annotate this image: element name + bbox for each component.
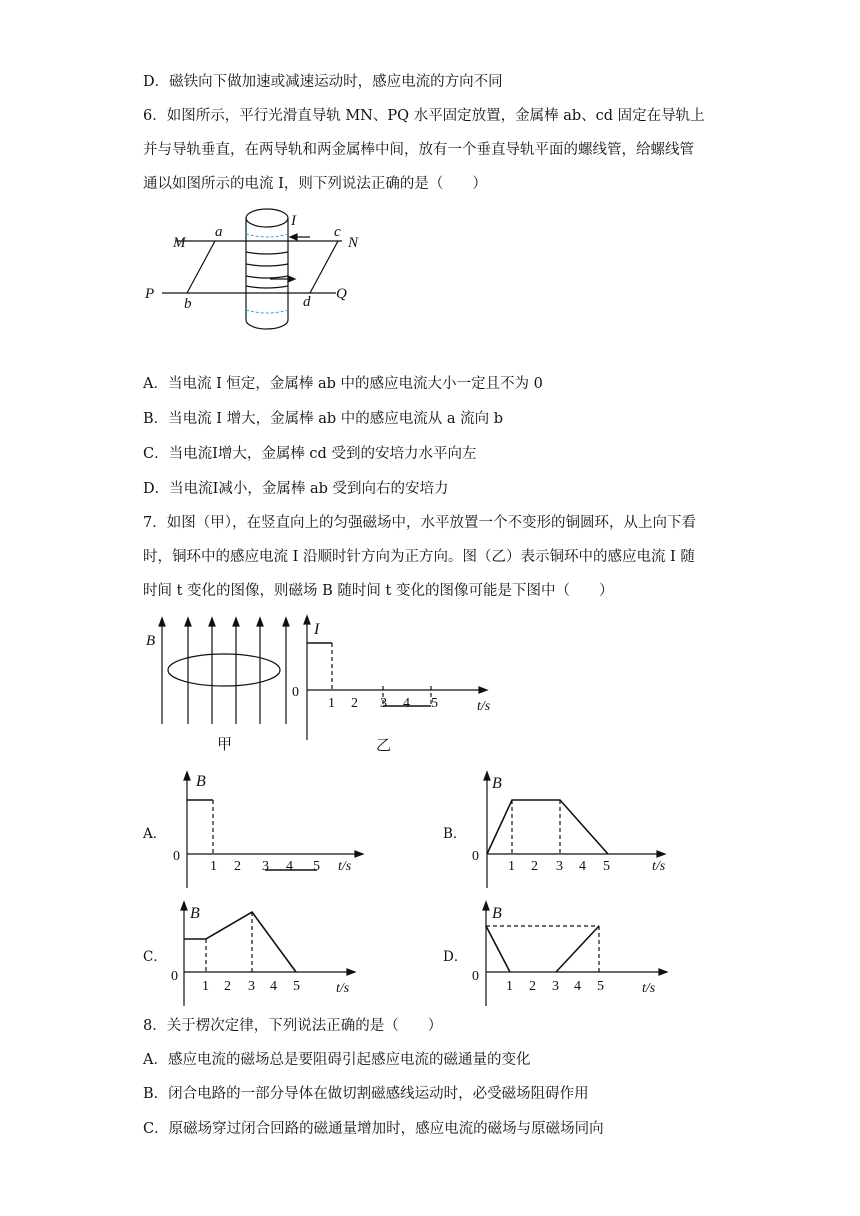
label-a: a — [215, 224, 223, 240]
b-b-label: B — [492, 775, 502, 792]
b-t-unit: t/s — [652, 859, 666, 874]
q7-option-c-label: C． — [143, 949, 167, 965]
c-tick-5: 5 — [293, 979, 300, 994]
yi-zero: 0 — [292, 685, 299, 700]
a-tick-3: 3 — [262, 859, 269, 874]
q7-option-b-graph — [468, 770, 688, 890]
a-zero: 0 — [173, 849, 180, 864]
a-tick-1: 1 — [210, 859, 217, 874]
q7-figure-jia-yi — [140, 612, 510, 760]
yi-tick-3: 3 — [380, 696, 387, 711]
q7-option-a-graph — [168, 770, 368, 890]
label-m: M — [173, 235, 186, 251]
q6-option-c: C．当电流I增大，金属棒 cd 受到的安培力水平向左 — [143, 446, 477, 462]
label-d: d — [303, 294, 311, 310]
q7-option-c-graph — [168, 898, 368, 1008]
d-tick-2: 2 — [529, 979, 536, 994]
d-zero: 0 — [472, 969, 479, 984]
q7-stem-line-3: 时间 t 变化的图像，则磁场 B 随时间 t 变化的图像可能是下图中（ ） — [143, 583, 614, 599]
a-b-label: B — [196, 773, 206, 790]
q8-option-b: B．闭合电路的一部分导体在做切割磁感线运动时，必受磁场阻碍作用 — [143, 1086, 589, 1102]
d-tick-3: 3 — [552, 979, 559, 994]
q8-stem: 8．关于楞次定律，下列说法正确的是（ ） — [143, 1018, 443, 1034]
q6-option-a: A．当电流 I 恒定，金属棒 ab 中的感应电流大小一定且不为 0 — [143, 376, 543, 392]
c-b-label: B — [190, 905, 200, 922]
q7-option-d-label: D． — [443, 949, 468, 965]
c-t-unit: t/s — [336, 981, 350, 996]
yi-tick-2: 2 — [351, 696, 358, 711]
c-tick-3: 3 — [248, 979, 255, 994]
q6-stem-line-1: 6．如图所示，平行光滑直导轨 MN、PQ 水平固定放置，金属棒 ab、cd 固定在导轨上 — [143, 108, 705, 124]
d-tick-1: 1 — [506, 979, 513, 994]
b-zero: 0 — [472, 849, 479, 864]
yi-tick-5: 5 — [431, 696, 438, 711]
label-n: N — [348, 235, 359, 251]
yi-tick-4: 4 — [403, 696, 410, 711]
label-q: Q — [336, 286, 347, 302]
q6-stem-line-2: 并与导轨垂直，在两导轨和两金属棒中间，放有一个垂直导轨平面的螺线管，给螺线管 — [143, 142, 694, 158]
d-t-unit: t/s — [642, 981, 656, 996]
q7-stem-line-2: 时，铜环中的感应电流 I 沿顺时针方向为正方向。图（乙）表示铜环中的感应电流 I 随 — [143, 549, 695, 565]
d-b-label: B — [492, 905, 502, 922]
q8-option-a: A．感应电流的磁场总是要阻碍引起感应电流的磁通量的变化 — [143, 1052, 531, 1068]
b-tick-1: 1 — [508, 859, 515, 874]
c-zero: 0 — [171, 969, 178, 984]
c-tick-2: 2 — [224, 979, 231, 994]
yi-t-unit: t/s — [477, 699, 491, 714]
q8-option-c: C．原磁场穿过闭合回路的磁通量增加时，感应电流的磁场与原磁场同向 — [143, 1121, 604, 1137]
d-tick-4: 4 — [574, 979, 581, 994]
q6-stem-line-3: 通以如图所示的电流 I，则下列说法正确的是（ ） — [143, 176, 487, 192]
a-tick-2: 2 — [234, 859, 241, 874]
label-p: P — [145, 286, 155, 302]
q7-option-a-label: A． — [143, 826, 167, 842]
yi-tick-1: 1 — [328, 696, 335, 711]
d-tick-5: 5 — [597, 979, 604, 994]
a-tick-4: 4 — [286, 859, 293, 874]
b-tick-4: 4 — [579, 859, 586, 874]
b-tick-5: 5 — [603, 859, 610, 874]
solenoid-top — [246, 209, 288, 227]
rod-cd — [310, 241, 338, 293]
yi-i-label: I — [314, 621, 320, 638]
q7-option-b-label: B． — [443, 826, 467, 842]
jia-b-label: B — [146, 633, 156, 649]
a-tick-5: 5 — [313, 859, 320, 874]
c-tick-4: 4 — [270, 979, 277, 994]
b-tick-2: 2 — [531, 859, 538, 874]
label-c: c — [334, 224, 341, 240]
q6-option-b: B．当电流 I 增大，金属棒 ab 中的感应电流从 a 流向 b — [143, 411, 503, 427]
q5-option-d: D．磁铁向下做加速或减速运动时，感应电流的方向不同 — [143, 74, 503, 90]
q7-stem-line-1: 7．如图（甲），在竖直向上的匀强磁场中，水平放置一个不变形的铜圆环，从上向下看 — [143, 515, 696, 531]
copper-ring — [168, 654, 280, 686]
q6-option-d: D．当电流I减小，金属棒 ab 受到向右的安培力 — [143, 481, 449, 497]
jia-caption: 甲 — [217, 737, 233, 753]
a-t-unit: t/s — [338, 859, 352, 874]
rod-ab — [187, 241, 215, 293]
yi-caption: 乙 — [376, 738, 392, 754]
label-i: I — [291, 213, 296, 229]
b-tick-3: 3 — [556, 859, 563, 874]
q7-option-d-graph — [468, 898, 688, 1008]
c-tick-1: 1 — [202, 979, 209, 994]
q6-figure — [140, 200, 400, 340]
label-b: b — [184, 296, 192, 312]
